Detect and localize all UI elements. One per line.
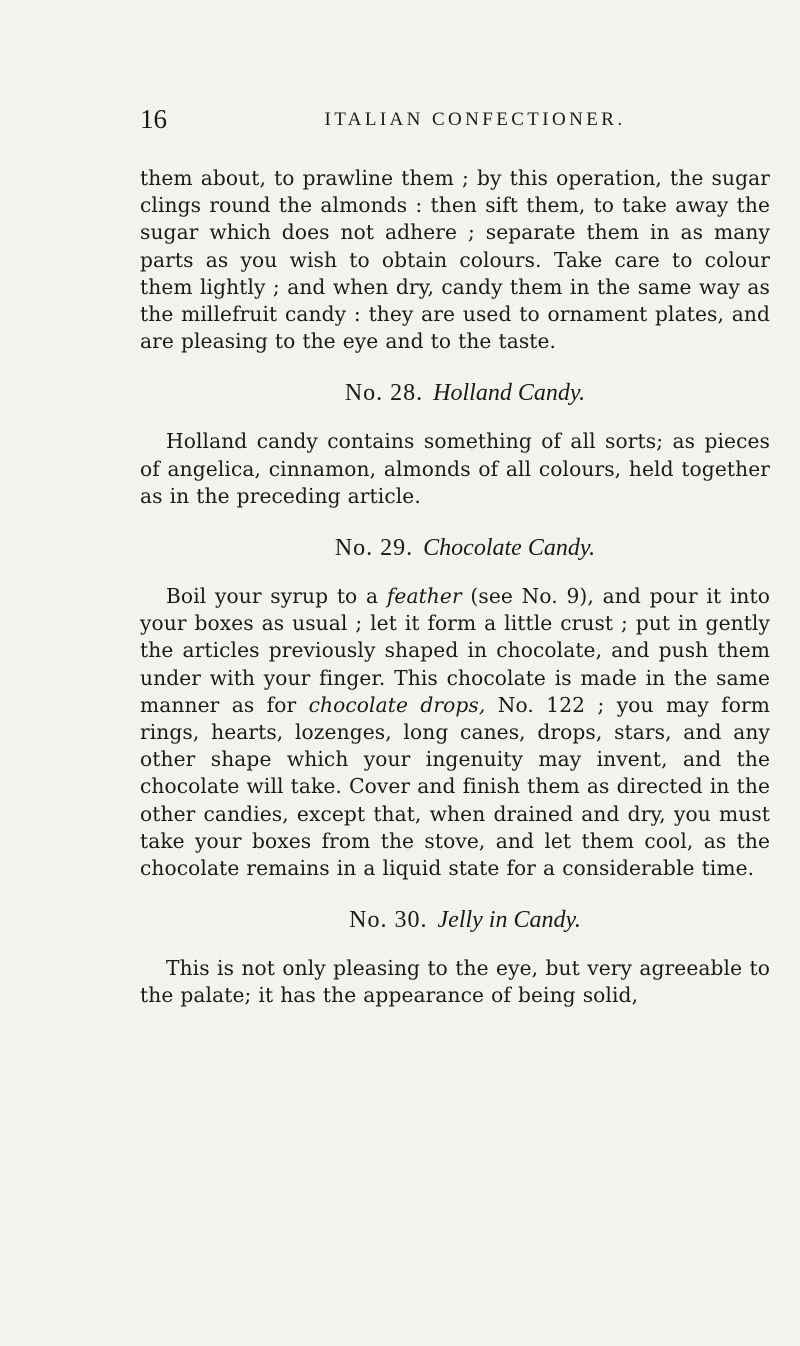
book-page — [140, 100, 770, 1010]
section-title: Holland Candy. — [433, 380, 586, 407]
running-header — [140, 100, 770, 140]
body-text: Boil your syrup to a — [166, 584, 387, 609]
opening-paragraph: them about, to prawline them ; by this operation, the sugar clings round the almonds : then sift them, to take away the sugar which does not adhere ; separate them in as many parts as you wish to obtain colours. Take care to colour them lightly ; and when dry, candy them in the same way as the millefruit candy : they are used to ornament plates, and are pleasing to the eye and to the taste. — [140, 166, 770, 354]
section-title: Chocolate Candy. — [423, 535, 596, 562]
body-text: No. 122 ; you may form rings, hearts, lozenges, long canes, drops, stars, and any other shape which your ingenuity may invent, and the chocolate will take. Cover and finish them as directed in the other candies, except that, when drained and dry, you must take your boxes from the stove, and let them cool, as the chocolate remains in a liquid state for a considerable time. — [140, 692, 771, 881]
body-text: (see No. 9), and pour it into your boxes as usual ; let it form a little crust ; put in gently the articles previously shaped in chocolate, and push them under with your finger. This chocolate is made in the same manner as for — [140, 584, 770, 717]
section-number: No. 29. — [334, 535, 414, 562]
section-heading-29 — [140, 533, 770, 563]
section-title: Jelly in Candy. — [437, 907, 581, 934]
section-body-30: This is not only pleasing to the eye, but very agreeable to the palate; it has the appearance of being solid, — [140, 956, 770, 1008]
running-title: ITALIAN CONFECTIONER. — [324, 109, 626, 130]
section-number: No. 30. — [349, 907, 428, 934]
page-number: 16 — [140, 104, 167, 134]
section-heading-28 — [140, 378, 770, 408]
emphasis-feather: feather — [386, 584, 462, 609]
section-body-28: Holland candy contains something of all sorts; as pieces of angelica, cinnamon, almonds of all colours, held together as in the preceding article. — [140, 429, 770, 508]
section-number: No. 28. — [344, 380, 424, 407]
section-body-29 — [140, 583, 770, 882]
section-heading-30 — [140, 905, 770, 935]
emphasis-chocolate-drops: chocolate drops, — [308, 692, 486, 717]
